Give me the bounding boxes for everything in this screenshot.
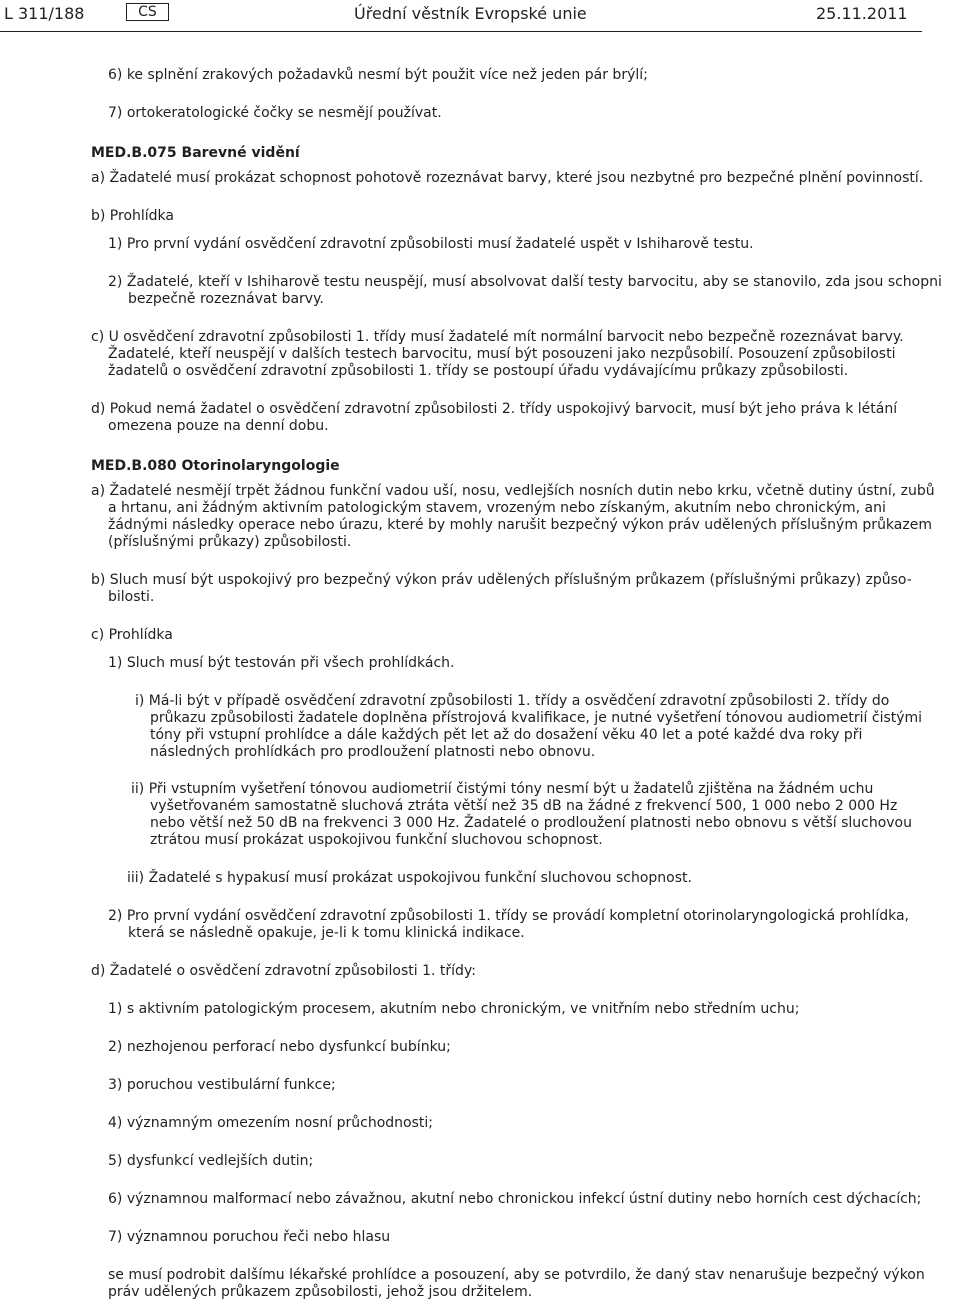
text-line: 2) nezhojenou perforací nebo dysfunkcí bubínku; (108, 1039, 451, 1055)
text-line: 7) ortokeratologické čočky se nesmějí používat. (108, 105, 442, 121)
text-line: c) U osvědčení zdravotní způsobilosti 1. třídy musí žadatelé mít normální barvocit nebo bezpečně rozeznávat barvy. (91, 329, 904, 345)
text-line: žádnými následky operace nebo úrazu, které by mohly narušit bezpečný výkon práv udělených příslušným průkazem (108, 517, 932, 533)
text-line: tóny při vstupní prohlídce a dále každých pět let až do dosažení věku 40 let a poté každé dva roky při (150, 727, 863, 743)
language-code-box: CS (126, 3, 169, 21)
text-line: (příslušnými průkazy) způsobilosti. (108, 534, 352, 550)
text-line: vyšetřovaném samostatně sluchová ztráta větší než 35 dB na žádné z frekvencí 500, 1 000 nebo 2 000 Hz (150, 798, 898, 814)
text-line: 1) Pro první vydání osvědčení zdravotní způsobilosti musí žadatelé uspět v Ishiharově testu. (108, 236, 754, 252)
header-rule (0, 31, 922, 32)
text-line: 2) Pro první vydání osvědčení zdravotní způsobilosti 1. třídy se provádí kompletní otorinolaryngologická prohlídka, (108, 908, 909, 924)
text-line: se musí podrobit dalšímu lékařské prohlídce a posouzení, aby se potvrdilo, že daný stav nenarušuje bezpečný výkon (108, 1267, 925, 1283)
text-line: a) Žadatelé musí prokázat schopnost pohotově rozeznávat barvy, které jsou nezbytné pro bezpečné plnění povinností. (91, 170, 924, 186)
text-line: ii) Při vstupním vyšetření tónovou audiometrií čistými tóny nesmí být u žadatelů zjištěna na žádném uchu (131, 781, 874, 797)
text-line: práv udělených průkazem způsobilosti, jehož jsou držitelem. (108, 1284, 533, 1300)
text-line: a hrtanu, ani žádným aktivním patologickým stavem, vrozeným nebo získaným, akutním nebo chronickým, ani (108, 500, 886, 516)
text-line: nebo větší než 50 dB na frekvenci 3 000 Hz. Žadatelé o prodloužení platnosti nebo obnovu s větší sluchovou (150, 815, 912, 831)
page-reference: L 311/188 (4, 4, 85, 23)
text-line: 2) Žadatelé, kteří v Ishiharově testu neuspějí, musí absolvovat další testy barvocitu, aby se stanovilo, zda jsou schopni (108, 274, 942, 290)
text-line: bilosti. (108, 589, 155, 605)
text-line: 3) poruchou vestibulární funkce; (108, 1077, 336, 1093)
text-line: 5) dysfunkcí vedlejších dutin; (108, 1153, 314, 1169)
section-heading: MED.B.075 Barevné vidění (91, 145, 300, 161)
text-line: b) Prohlídka (91, 208, 174, 224)
text-line: d) Žadatelé o osvědčení zdravotní způsobilosti 1. třídy: (91, 963, 476, 979)
text-line: d) Pokud nemá žadatel o osvědčení zdravotní způsobilosti 2. třídy uspokojivý barvocit, musí být jeho práva k létání (91, 401, 898, 417)
text-line: i) Má-li být v případě osvědčení zdravotní způsobilosti 1. třídy a osvědčení zdravotní způsobilosti 2. třídy do (135, 693, 890, 709)
text-line: 6) ke splnění zrakových požadavků nesmí být použit více než jeden pár brýlí; (108, 67, 648, 83)
text-line: Žadatelé, kteří neuspějí v dalších testech barvocitu, musí být posouzeni jako nezpůsobilí. Posouzení způsobilosti (108, 346, 896, 362)
text-line: 1) Sluch musí být testován při všech prohlídkách. (108, 655, 455, 671)
text-line: c) Prohlídka (91, 627, 173, 643)
text-line: 7) významnou poruchou řeči nebo hlasu (108, 1229, 391, 1245)
text-line: iii) Žadatelé s hypakusí musí prokázat uspokojivou funkční sluchovou schopnost. (127, 870, 692, 886)
section-heading: MED.B.080 Otorinolaryngologie (91, 458, 340, 474)
text-line: 1) s aktivním patologickým procesem, akutním nebo chronickým, ve vnitřním nebo středním uchu; (108, 1001, 800, 1017)
text-line: následných prohlídkách pro prodloužení platnosti nebo obnovu. (150, 744, 596, 760)
text-line: a) Žadatelé nesmějí trpět žádnou funkční vadou uší, nosu, vedlejších nosních dutin nebo krku, včetně dutiny ústní, zubů (91, 483, 935, 499)
text-line: ztrátou musí prokázat uspokojivou funkční sluchovou schopnost. (150, 832, 603, 848)
text-line: 6) významnou malformací nebo závažnou, akutní nebo chronickou infekcí ústní dutiny nebo horních cest dýchacích; (108, 1191, 922, 1207)
text-line: omezena pouze na denní dobu. (108, 418, 329, 434)
publication-date: 25.11.2011 (816, 4, 908, 23)
text-line: 4) významným omezením nosní průchodnosti; (108, 1115, 434, 1131)
journal-title: Úřední věstník Evropské unie (354, 4, 587, 23)
text-line: která se následně opakuje, je-li k tomu klinická indikace. (128, 925, 525, 941)
text-line: bezpečně rozeznávat barvy. (128, 291, 324, 307)
text-line: žadatelů o osvědčení zdravotní způsobilosti 1. třídy se postoupí úřadu vydávajícímu průkazy způsobilosti. (108, 363, 849, 379)
text-line: b) Sluch musí být uspokojivý pro bezpečný výkon práv udělených příslušným průkazem (příslušnými průkazy) způso- (91, 572, 912, 588)
text-line: průkazu způsobilosti žadatele doplněna přístrojová kvalifikace, je nutné vyšetření tónovou audiometrií čistými (150, 710, 923, 726)
